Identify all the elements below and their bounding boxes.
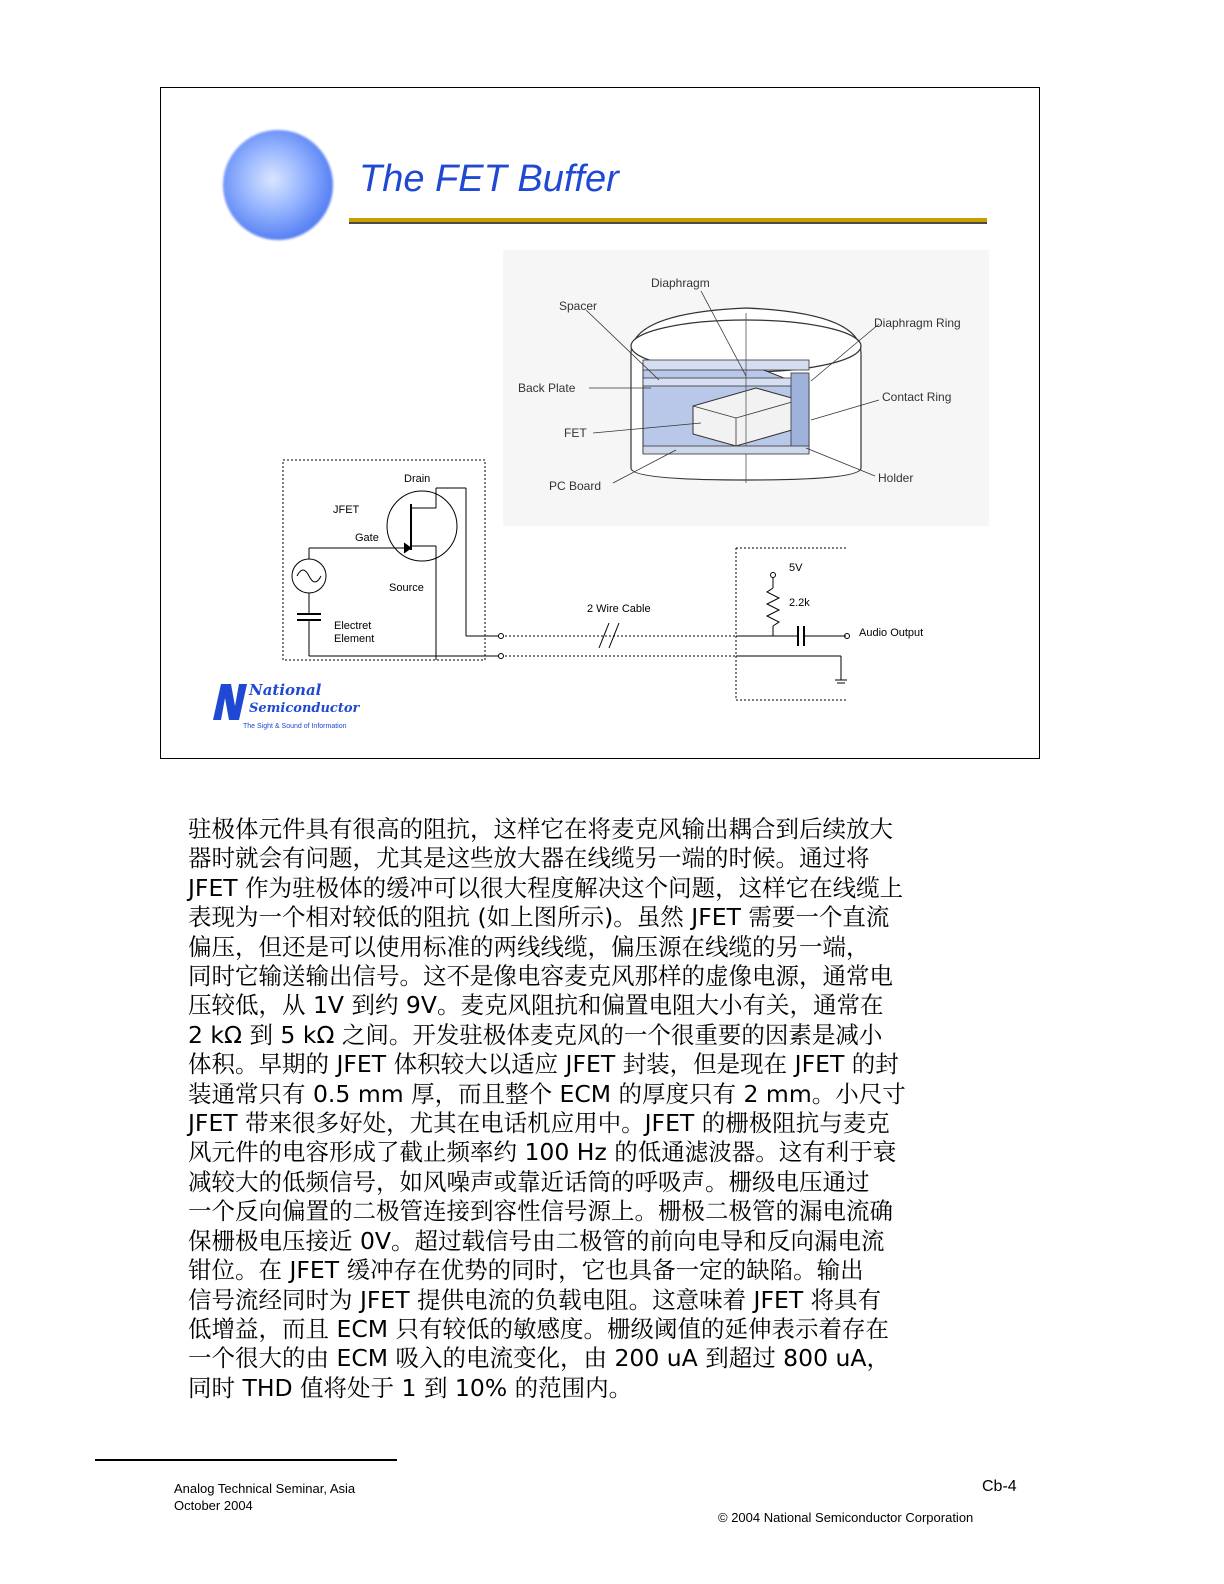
label-electret: Electret — [334, 620, 372, 632]
footer-seminar: Analog Technical Seminar, Asia — [174, 1481, 356, 1496]
footer-date: October 2004 — [174, 1498, 253, 1513]
copyright: © 2004 National Semiconductor Corporation — [718, 1510, 974, 1525]
body-line: 压较低，从 1V 到约 9V。麦克风阻抗和偏置电阻大小有关，通常在 — [188, 991, 884, 1020]
label-pc-board: PC Board — [549, 479, 602, 493]
label-holder: Holder — [878, 471, 914, 485]
body-line: 驻极体元件具有很高的阻抗，这样它在将麦克风输出耦合到后续放大 — [188, 815, 893, 843]
footer-divider — [95, 1459, 397, 1461]
label-spacer: Spacer — [559, 299, 598, 313]
body-line: 体积。早期的 JFET 体积较大以适应 JFET 封装，但是现在 JFET 的封 — [188, 1050, 899, 1079]
body-line: 表现为一个相对较低的阻抗 (如上图所示)。虽然 JFET 需要一个直流 — [188, 903, 890, 932]
label-gate: Gate — [355, 532, 379, 544]
ns-logo-mark-icon — [213, 684, 247, 720]
label-element: Element — [334, 633, 375, 645]
body-line: 一个很大的由 ECM 吸入的电流变化，由 200 uA 到超过 800 uA， — [188, 1344, 890, 1373]
microphone-cross-section — [503, 250, 989, 526]
body-line: 同时 THD 值将处于 1 到 10% 的范围内。 — [188, 1373, 633, 1402]
logo-tagline: The Sight & Sound of Information — [243, 723, 347, 730]
body-line: JFET 作为驻极体的缓冲可以很大程度解决这个问题，这样它在线缆上 — [188, 873, 904, 902]
slide-figure — [161, 88, 1040, 759]
label-drain: Drain — [404, 473, 431, 485]
body-line: 钳位。在 JFET 缓冲存在优势的同时，它也具备一定的缺陷。输出 — [188, 1256, 864, 1285]
footer-left — [174, 1480, 355, 1514]
label-diaphragm-ring: Diaphragm Ring — [874, 316, 961, 330]
label-audio-output: Audio Output — [859, 627, 924, 639]
label-supply: 5V — [789, 562, 803, 574]
body-line: 保栅极电压接近 0V。超过载信号由二极管的前向电导和反向漏电流 — [188, 1226, 885, 1255]
national-semiconductor-logo — [207, 676, 387, 736]
label-cable: 2 Wire Cable — [587, 603, 651, 615]
label-jfet: JFET — [333, 504, 360, 516]
logo-line1: National — [249, 681, 322, 699]
logo-line2: Semiconductor — [249, 701, 360, 716]
body-line: 一个反向偏置的二极管连接到容性信号源上。栅极二极管的漏电流确 — [188, 1197, 893, 1226]
label-back-plate: Back Plate — [518, 381, 576, 395]
label-diaphragm: Diaphragm — [651, 276, 710, 290]
label-fet: FET — [564, 426, 587, 440]
body-line: 风元件的电容形成了截止频率约 100 Hz 的低通滤波器。这有利于衰 — [188, 1138, 897, 1167]
slide-frame — [160, 87, 1040, 759]
label-source: Source — [389, 582, 424, 594]
body-line: 2 kΩ 到 5 kΩ 之间。开发驻极体麦克风的一个很重要的因素是减小 — [188, 1020, 883, 1049]
body-line: 同时它输送输出信号。这不是像电容麦克风那样的虚像电源，通常电 — [188, 962, 893, 991]
body-line: 装通常只有 0.5 mm 厚，而且整个 ECM 的厚度只有 2 mm。小尺寸 — [188, 1079, 906, 1108]
body-line: 低增益，而且 ECM 只有较低的敏感度。栅级阈值的延伸表示着存在 — [188, 1314, 889, 1343]
label-contact-ring: Contact Ring — [882, 390, 952, 404]
page-number: Cb-4 — [982, 1478, 1017, 1495]
body-line: 器时就会有问题，尤其是这些放大器在线缆另一端的时候。通过将 — [188, 844, 870, 873]
body-line: 信号流经同时为 JFET 提供电流的负载电阻。这意味着 JFET 将具有 — [188, 1285, 882, 1314]
body-line: 减较大的低频信号，如风噪声或靠近话筒的呼吸声。栅级电压通过 — [188, 1167, 870, 1196]
body-paragraph — [188, 815, 1018, 1403]
body-line: JFET 带来很多好处，尤其在电话机应用中。JFET 的栅极阻抗与麦克 — [188, 1109, 890, 1138]
body-line: 偏压，但还是可以使用标准的两线线缆，偏压源在线缆的另一端， — [188, 932, 870, 961]
slide-title: The FET Buffer — [359, 158, 619, 200]
label-resistor: 2.2k — [789, 597, 810, 609]
